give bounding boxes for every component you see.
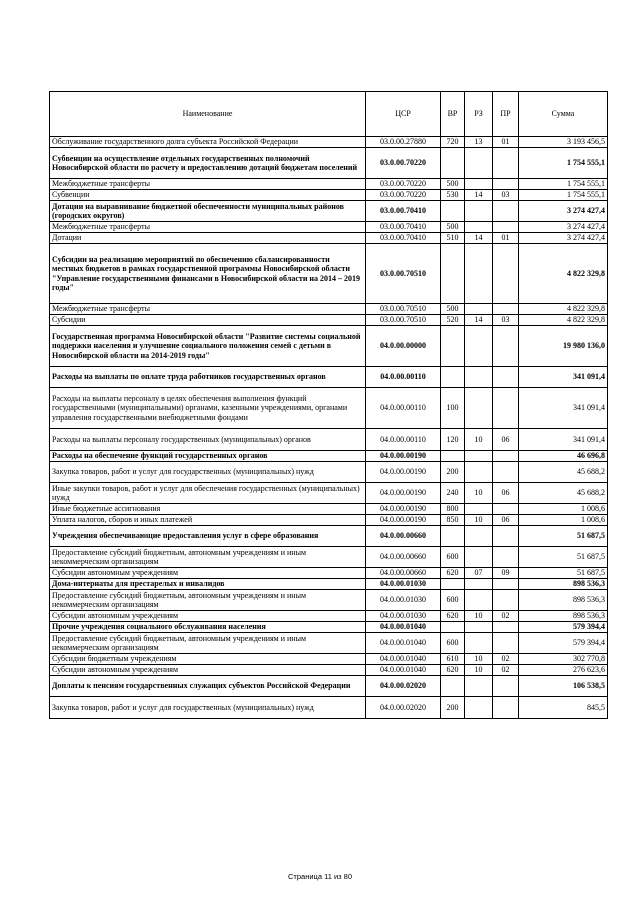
cell-pr: 03 xyxy=(493,315,519,326)
cell-csr: 03.0.00.70510 xyxy=(366,244,441,304)
table-row xyxy=(50,244,608,304)
cell-vr: 800 xyxy=(441,504,465,515)
cell-sum: 898 536,3 xyxy=(519,611,608,622)
cell-name: Субсидии автономным учреждениям xyxy=(50,568,366,579)
cell-rz xyxy=(465,326,493,367)
table-row xyxy=(50,462,608,483)
cell-sum: 4 822 329,8 xyxy=(519,315,608,326)
cell-vr: 620 xyxy=(441,665,465,676)
table-row xyxy=(50,633,608,654)
cell-rz: 10 xyxy=(465,654,493,665)
cell-vr xyxy=(441,244,465,304)
cell-pr xyxy=(493,179,519,190)
cell-name: Субсидии на реализацию мероприятий по обеспечению сбалансированности местных бюджетов в рамках государственной программы Новосибирской области "Управление государственными финансами в Новосибирской области на 2014 – 2019 годы" xyxy=(50,244,366,304)
cell-csr: 04.0.00.00190 xyxy=(366,515,441,526)
cell-csr: 04.0.00.00660 xyxy=(366,568,441,579)
table-row xyxy=(50,547,608,568)
cell-pr xyxy=(493,590,519,611)
cell-sum: 51 687,5 xyxy=(519,526,608,547)
table-row xyxy=(50,611,608,622)
cell-sum: 4 822 329,8 xyxy=(519,244,608,304)
table-row xyxy=(50,697,608,719)
cell-pr xyxy=(493,326,519,367)
cell-rz: 07 xyxy=(465,568,493,579)
cell-name: Иные закупки товаров, работ и услуг для обеспечения государственных (муниципальных) нужд xyxy=(50,483,366,504)
cell-vr: 240 xyxy=(441,483,465,504)
cell-name: Обслуживание государственного долга субъекта Российской Федерации xyxy=(50,137,366,148)
cell-rz xyxy=(465,367,493,388)
cell-csr: 04.0.00.01040 xyxy=(366,622,441,633)
cell-rz: 14 xyxy=(465,190,493,201)
table-row xyxy=(50,222,608,233)
cell-sum: 3 193 456,5 xyxy=(519,137,608,148)
table-header-row xyxy=(50,92,608,137)
cell-vr xyxy=(441,526,465,547)
cell-rz xyxy=(465,504,493,515)
cell-rz xyxy=(465,633,493,654)
header-vr: ВР xyxy=(441,92,465,137)
table-row xyxy=(50,483,608,504)
cell-name: Дома-интернаты для престарелых и инвалидов xyxy=(50,579,366,590)
cell-sum: 4 822 329,8 xyxy=(519,304,608,315)
cell-vr xyxy=(441,676,465,697)
cell-vr: 200 xyxy=(441,697,465,719)
cell-rz xyxy=(465,590,493,611)
cell-sum: 19 980 136,0 xyxy=(519,326,608,367)
cell-pr: 02 xyxy=(493,665,519,676)
table-row xyxy=(50,665,608,676)
cell-name: Предоставление субсидий бюджетным, автономным учреждениям и иным некоммерческим организациям xyxy=(50,547,366,568)
cell-name: Доплаты к пенсиям государственных служащих субъектов Российской Федерации xyxy=(50,676,366,697)
table-row xyxy=(50,367,608,388)
cell-rz xyxy=(465,201,493,222)
cell-vr xyxy=(441,367,465,388)
cell-csr: 04.0.00.00000 xyxy=(366,326,441,367)
table-row xyxy=(50,590,608,611)
cell-name: Закупка товаров, работ и услуг для государственных (муниципальных) нужд xyxy=(50,462,366,483)
cell-csr: 04.0.00.00110 xyxy=(366,388,441,429)
cell-name: Дотации xyxy=(50,233,366,244)
cell-name: Субсидии бюджетным учреждениям xyxy=(50,654,366,665)
cell-csr: 04.0.00.00110 xyxy=(366,367,441,388)
cell-sum: 51 687,5 xyxy=(519,547,608,568)
cell-vr: 500 xyxy=(441,222,465,233)
cell-pr: 02 xyxy=(493,611,519,622)
table-row xyxy=(50,654,608,665)
cell-pr: 01 xyxy=(493,233,519,244)
cell-name: Межбюджетные трансферты xyxy=(50,222,366,233)
cell-sum: 3 274 427,4 xyxy=(519,201,608,222)
table-row xyxy=(50,148,608,179)
cell-pr: 01 xyxy=(493,137,519,148)
table-body xyxy=(50,137,608,719)
cell-rz xyxy=(465,304,493,315)
table-row xyxy=(50,504,608,515)
cell-csr: 03.0.00.70220 xyxy=(366,190,441,201)
cell-csr: 04.0.00.00190 xyxy=(366,483,441,504)
cell-rz: 13 xyxy=(465,137,493,148)
cell-csr: 04.0.00.01030 xyxy=(366,590,441,611)
cell-sum: 3 274 427,4 xyxy=(519,222,608,233)
cell-rz xyxy=(465,179,493,190)
cell-rz xyxy=(465,676,493,697)
cell-name: Государственная программа Новосибирской области "Развитие системы социальной поддержки населения и улучшение социального положения семей с детьми в Новосибирской области на 2014-2019 годы" xyxy=(50,326,366,367)
cell-pr xyxy=(493,676,519,697)
cell-sum: 341 091,4 xyxy=(519,388,608,429)
cell-csr: 03.0.00.70220 xyxy=(366,179,441,190)
cell-rz xyxy=(465,388,493,429)
cell-vr: 620 xyxy=(441,568,465,579)
cell-pr xyxy=(493,622,519,633)
cell-pr xyxy=(493,579,519,590)
cell-sum: 341 091,4 xyxy=(519,429,608,451)
cell-vr: 530 xyxy=(441,190,465,201)
cell-vr: 600 xyxy=(441,590,465,611)
cell-vr xyxy=(441,201,465,222)
cell-csr: 04.0.00.00190 xyxy=(366,462,441,483)
cell-pr xyxy=(493,697,519,719)
cell-name: Дотации на выравнивание бюджетной обеспеченности муниципальных районов (городских округов) xyxy=(50,201,366,222)
cell-sum: 579 394,4 xyxy=(519,622,608,633)
cell-rz: 10 xyxy=(465,483,493,504)
cell-name: Уплата налогов, сборов и иных платежей xyxy=(50,515,366,526)
cell-csr: 04.0.00.00660 xyxy=(366,547,441,568)
cell-rz: 10 xyxy=(465,611,493,622)
cell-name: Расходы на обеспечение функций государственных органов xyxy=(50,451,366,462)
table-row xyxy=(50,201,608,222)
cell-vr: 510 xyxy=(441,233,465,244)
cell-rz: 10 xyxy=(465,515,493,526)
cell-sum: 845,5 xyxy=(519,697,608,719)
cell-sum: 579 394,4 xyxy=(519,633,608,654)
cell-vr: 500 xyxy=(441,304,465,315)
cell-sum: 276 623,6 xyxy=(519,665,608,676)
cell-vr xyxy=(441,622,465,633)
cell-vr: 600 xyxy=(441,547,465,568)
cell-name: Расходы на выплаты персоналу государственных (муниципальных) органов xyxy=(50,429,366,451)
cell-rz xyxy=(465,579,493,590)
cell-pr: 06 xyxy=(493,483,519,504)
table-row xyxy=(50,451,608,462)
cell-csr: 03.0.00.70510 xyxy=(366,304,441,315)
cell-rz xyxy=(465,526,493,547)
cell-vr xyxy=(441,579,465,590)
cell-sum: 46 696,8 xyxy=(519,451,608,462)
cell-csr: 03.0.00.70410 xyxy=(366,222,441,233)
cell-csr: 04.0.00.01030 xyxy=(366,611,441,622)
table-row xyxy=(50,622,608,633)
cell-vr: 120 xyxy=(441,429,465,451)
cell-csr: 03.0.00.27880 xyxy=(366,137,441,148)
cell-name: Прочие учреждения социального обслуживания населения xyxy=(50,622,366,633)
cell-rz: 10 xyxy=(465,429,493,451)
cell-name: Субвенции на осуществление отдельных государственных полномочий Новосибирской области по расчету и предоставлению дотаций бюджетам поселений xyxy=(50,148,366,179)
cell-pr: 02 xyxy=(493,654,519,665)
table-row xyxy=(50,579,608,590)
table-row xyxy=(50,568,608,579)
cell-csr: 04.0.00.01040 xyxy=(366,633,441,654)
cell-name: Субсидии xyxy=(50,315,366,326)
header-csr: ЦСР xyxy=(366,92,441,137)
table-row xyxy=(50,676,608,697)
table-row xyxy=(50,429,608,451)
cell-vr: 620 xyxy=(441,611,465,622)
cell-name: Иные бюджетные ассигнования xyxy=(50,504,366,515)
cell-vr xyxy=(441,451,465,462)
cell-name: Предоставление субсидий бюджетным, автономным учреждениям и иным некоммерческим организациям xyxy=(50,590,366,611)
cell-rz: 10 xyxy=(465,665,493,676)
cell-sum: 45 688,2 xyxy=(519,462,608,483)
table-row xyxy=(50,233,608,244)
cell-pr xyxy=(493,633,519,654)
table-row xyxy=(50,315,608,326)
cell-csr: 03.0.00.70410 xyxy=(366,233,441,244)
table-row xyxy=(50,515,608,526)
cell-csr: 03.0.00.70510 xyxy=(366,315,441,326)
cell-sum: 106 538,5 xyxy=(519,676,608,697)
cell-sum: 3 274 427,4 xyxy=(519,233,608,244)
cell-vr: 610 xyxy=(441,654,465,665)
table-row xyxy=(50,304,608,315)
cell-sum: 1 754 555,1 xyxy=(519,148,608,179)
budget-table xyxy=(49,91,608,719)
cell-csr: 04.0.00.02020 xyxy=(366,676,441,697)
cell-sum: 1 008,6 xyxy=(519,504,608,515)
table-row xyxy=(50,326,608,367)
cell-pr xyxy=(493,148,519,179)
table-row xyxy=(50,388,608,429)
cell-csr: 04.0.00.01040 xyxy=(366,665,441,676)
cell-pr xyxy=(493,244,519,304)
cell-rz xyxy=(465,462,493,483)
cell-csr: 03.0.00.70220 xyxy=(366,148,441,179)
cell-rz xyxy=(465,244,493,304)
cell-rz xyxy=(465,148,493,179)
cell-name: Субвенции xyxy=(50,190,366,201)
cell-sum: 1 754 555,1 xyxy=(519,179,608,190)
cell-csr: 04.0.00.01030 xyxy=(366,579,441,590)
cell-vr: 720 xyxy=(441,137,465,148)
cell-name: Межбюджетные трансферты xyxy=(50,179,366,190)
cell-csr: 04.0.00.00190 xyxy=(366,504,441,515)
cell-vr: 100 xyxy=(441,388,465,429)
cell-vr: 600 xyxy=(441,633,465,654)
header-pr: ПР xyxy=(493,92,519,137)
header-rz: РЗ xyxy=(465,92,493,137)
cell-name: Субсидии автономным учреждениям xyxy=(50,611,366,622)
cell-rz: 14 xyxy=(465,315,493,326)
cell-csr: 03.0.00.70410 xyxy=(366,201,441,222)
cell-vr: 500 xyxy=(441,179,465,190)
cell-name: Межбюджетные трансферты xyxy=(50,304,366,315)
table-row xyxy=(50,179,608,190)
cell-csr: 04.0.00.00110 xyxy=(366,429,441,451)
cell-pr xyxy=(493,451,519,462)
cell-pr xyxy=(493,222,519,233)
cell-pr: 06 xyxy=(493,515,519,526)
cell-pr: 09 xyxy=(493,568,519,579)
table-row xyxy=(50,137,608,148)
cell-pr xyxy=(493,304,519,315)
cell-rz xyxy=(465,697,493,719)
cell-rz xyxy=(465,222,493,233)
cell-name: Субсидии автономным учреждениям xyxy=(50,665,366,676)
cell-csr: 04.0.00.00190 xyxy=(366,451,441,462)
cell-pr xyxy=(493,504,519,515)
cell-pr xyxy=(493,547,519,568)
cell-pr xyxy=(493,526,519,547)
cell-pr xyxy=(493,367,519,388)
cell-name: Закупка товаров, работ и услуг для государственных (муниципальных) нужд xyxy=(50,697,366,719)
cell-pr xyxy=(493,388,519,429)
cell-rz: 14 xyxy=(465,233,493,244)
cell-vr: 850 xyxy=(441,515,465,526)
cell-pr: 06 xyxy=(493,429,519,451)
cell-csr: 04.0.00.02020 xyxy=(366,697,441,719)
cell-csr: 04.0.00.01040 xyxy=(366,654,441,665)
cell-rz xyxy=(465,547,493,568)
cell-vr: 200 xyxy=(441,462,465,483)
cell-sum: 341 091,4 xyxy=(519,367,608,388)
cell-pr xyxy=(493,201,519,222)
cell-name: Расходы на выплаты персоналу в целях обеспечения выполнения функций государственными (муниципальными) органами, казенными учреждениями, органами управления государственными внебюджетными фондами xyxy=(50,388,366,429)
cell-sum: 1 008,6 xyxy=(519,515,608,526)
cell-name: Расходы на выплаты по оплате труда работников государственных органов xyxy=(50,367,366,388)
cell-sum: 1 754 555,1 xyxy=(519,190,608,201)
cell-csr: 04.0.00.00660 xyxy=(366,526,441,547)
cell-vr xyxy=(441,326,465,367)
cell-pr: 03 xyxy=(493,190,519,201)
cell-name: Учреждения обеспечивающие предоставления услуг в сфере образования xyxy=(50,526,366,547)
cell-sum: 898 536,3 xyxy=(519,579,608,590)
cell-sum: 45 688,2 xyxy=(519,483,608,504)
table-row xyxy=(50,190,608,201)
cell-pr xyxy=(493,462,519,483)
cell-vr xyxy=(441,148,465,179)
cell-rz xyxy=(465,622,493,633)
cell-sum: 51 687,5 xyxy=(519,568,608,579)
cell-vr: 520 xyxy=(441,315,465,326)
page-number: Страница 11 из 80 xyxy=(288,872,352,881)
table-row xyxy=(50,526,608,547)
header-name: Наименование xyxy=(50,92,366,137)
cell-sum: 898 536,3 xyxy=(519,590,608,611)
header-sum: Сумма xyxy=(519,92,608,137)
cell-rz xyxy=(465,451,493,462)
cell-sum: 302 770,8 xyxy=(519,654,608,665)
cell-name: Предоставление субсидий бюджетным, автономным учреждениям и иным некоммерческим организациям xyxy=(50,633,366,654)
